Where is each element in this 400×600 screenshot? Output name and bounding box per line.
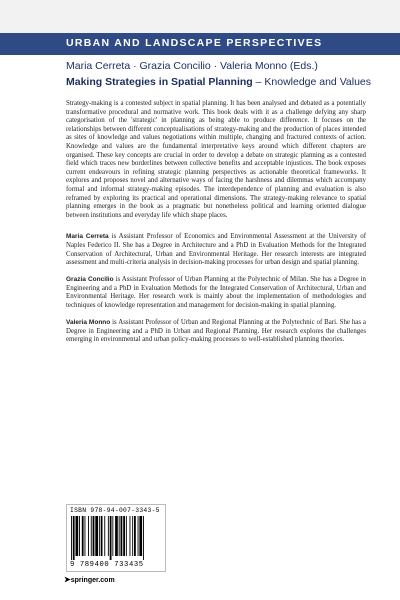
barcode-bar (130, 516, 131, 556)
barcode-bar (91, 516, 92, 556)
bio-cerreta (66, 233, 366, 267)
bio-name: Grazia Concilio (66, 276, 114, 284)
barcode-bar (93, 516, 95, 556)
barcode-bar (71, 516, 72, 560)
barcode-bar (79, 516, 80, 556)
barcode-bar (123, 516, 125, 556)
barcode-bar (112, 516, 113, 556)
book-subtitle: – Knowledge and Values (255, 76, 372, 88)
barcode-bar (73, 516, 75, 560)
cover-top-strip (0, 0, 400, 33)
barcode-bar (104, 516, 105, 556)
barcode-bar (108, 516, 109, 556)
publisher-mark[interactable] (64, 575, 115, 584)
series-title: URBAN AND LANDSCAPE PERSPECTIVES (66, 37, 323, 49)
barcode-bar (119, 516, 120, 556)
barcode-bar (143, 516, 144, 560)
barcode-bar (76, 516, 79, 556)
series-band (0, 33, 400, 55)
barcode-number: 9 789400 733435 (70, 561, 144, 569)
bio-monno (66, 319, 366, 345)
barcode-bar (138, 516, 139, 556)
barcode-bar (82, 516, 84, 556)
bio-name: Valeria Monno (66, 319, 111, 327)
back-cover-text (66, 100, 366, 354)
barcode-bar (101, 516, 103, 556)
bio-text: is Assistant Professor of Economics and Environmental Assessment at the University of Naples Federico II. She has a Degree in Architecture and a PhD in Evaluation Methods for the Integrated Conservation of Architectural, Urban and Environmental Heritage. Her research interests are integrated assessment and multi-criteria analysis in decision-making processes for urban design and spatial planning. (66, 233, 366, 267)
barcode-bar (115, 516, 118, 556)
isbn-label: ISBN 978-94-007-3343-5 (70, 507, 160, 514)
editors-line: Maria Cerreta · Grazia Concilio · Valeria Monno (Eds.) (66, 60, 318, 72)
barcode-bar (126, 516, 127, 556)
barcode-bar (121, 516, 123, 556)
bio-text: is Assistant Professor of Urban Planning at the Polytechnic of Milan. She has a Degree in Engineering and a PhD in Evaluation Methods for the Integrated Conservation of Architectural, Urban and Environmental Heritage. Her research work is mainly about the implementation of methodologies and techniques of knowledge representation and management for decision-making in spatial planning. (66, 276, 366, 310)
bio-concilio (66, 276, 366, 310)
book-title: Making Strategies in Spatial Planning (66, 76, 253, 88)
barcode-bar (134, 516, 136, 556)
publisher-url[interactable]: springer.com (70, 577, 115, 584)
barcode-bar (110, 516, 112, 560)
barcode-image (71, 516, 163, 560)
barcode-bar (139, 516, 142, 556)
barcode-bar (132, 516, 133, 556)
springer-arrow-icon: ➤ (64, 575, 71, 584)
barcode-bar (85, 516, 86, 556)
barcode-box (66, 504, 166, 572)
bio-text: is Assistant Professor of Urban and Regional Planning at the Polytechnic of Bari. She has a Degree in Engineering and a PhD in Urban and Regional Planning. Her research explores the challenges emerging in environmental and urban policy-making processes to well-established planning theories. (66, 319, 366, 344)
book-title-line (66, 76, 371, 88)
abstract: Strategy-making is a contested subject in spatial planning. It has been analysed and debated as a potentially transformative procedural and normative work. This book deals with it as a challenge defying any sharp categorisation of the 'strategic' in planning as being able to produce difference. It focuses on the relationships between different conceptualisations of strategy-making and the production of places intended as sites of knowledge and values negotiations within multiple, changing and fractured contexts of action. Knowledge and values are the fundamental interpretative keys around which different chapters are organised. These key concepts are crucial in order to develop a debate on strategic planning as a contested field which traces new borderlines between collective benefits and acceptable injustices. The book exposes current endeavours in refining strategic planning perspectives as actionable theoretical frameworks. It explores and proposes novel and alternative ways of facing the harshness and dilemmas which accompany formal and informal strategy-making episodes. The interdependence of planning and evaluation is also reframed by exploring its practical and operational dimensions. The strategy-making relevance to spatial planning emerges in the book as a pragmatic but nonetheless political and learning oriented dialogue between institutions and everyday life which shape places. (66, 100, 366, 219)
barcode-bar (95, 516, 98, 556)
bio-name: Maria Cerreta (66, 233, 109, 241)
barcode-bar (99, 516, 100, 556)
barcode-bar (88, 516, 89, 556)
